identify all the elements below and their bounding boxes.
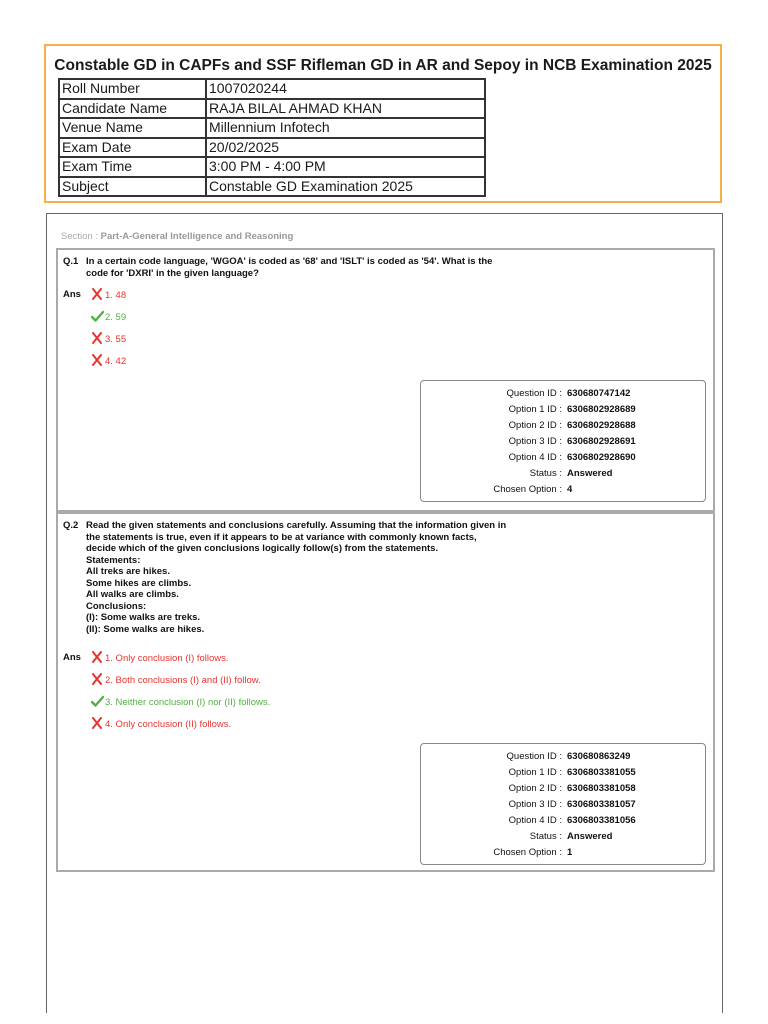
option-1 xyxy=(91,288,126,303)
section-heading xyxy=(61,231,293,242)
meta-label: Chosen Option : xyxy=(493,484,562,495)
meta-label: Status : xyxy=(529,831,562,842)
info-row-exam-time xyxy=(59,157,485,177)
info-value: Millennium Infotech xyxy=(206,118,485,138)
question-card-1 xyxy=(56,248,715,512)
meta-option-3-id xyxy=(421,798,705,812)
option-4 xyxy=(91,354,126,369)
option-text: 4. Only conclusion (II) follows. xyxy=(105,719,232,731)
exam-header-card xyxy=(44,44,722,203)
question-text-line: Conclusions: xyxy=(86,600,147,612)
meta-label: Option 1 ID : xyxy=(508,404,562,415)
question-text-line: Read the given statements and conclusions carefully. Assuming that the information given in xyxy=(86,520,507,531)
meta-label: Option 2 ID : xyxy=(508,420,562,431)
question-text-line: All walks are climbs. xyxy=(86,589,179,600)
meta-status xyxy=(421,830,705,844)
meta-value: Answered xyxy=(567,468,613,479)
option-4 xyxy=(91,717,231,732)
ans-label: Ans xyxy=(63,652,81,663)
cross-icon xyxy=(91,673,105,688)
meta-label: Option 2 ID : xyxy=(508,783,562,794)
meta-label: Option 1 ID : xyxy=(508,767,562,778)
info-value: 20/02/2025 xyxy=(206,138,485,158)
option-1 xyxy=(91,651,229,666)
meta-value: Answered xyxy=(567,831,613,842)
option-2 xyxy=(91,310,126,325)
meta-option-2-id xyxy=(421,782,705,796)
cross-icon xyxy=(91,651,105,666)
exam-title: Constable GD in CAPFs and SSF Rifleman GD in AR and Sepoy in NCB Examination 2025 xyxy=(54,57,712,74)
question-text-line: (II): Some walks are hikes. xyxy=(86,623,205,635)
option-text: 1. Only conclusion (I) follows. xyxy=(105,653,229,665)
option-3 xyxy=(91,332,126,347)
meta-value: 630680863249 xyxy=(567,751,631,762)
question-panel xyxy=(46,213,723,1013)
info-label: Exam Date xyxy=(59,138,206,158)
option-text: 2. 59 xyxy=(105,312,127,324)
meta-chosen-option xyxy=(421,846,705,860)
meta-option-1-id xyxy=(421,766,705,780)
meta-label: Option 4 ID : xyxy=(508,452,562,463)
question-text-line: decide which of the given conclusions logically follow(s) from the statements. xyxy=(86,543,439,554)
question-text xyxy=(86,256,516,279)
info-label: Subject xyxy=(59,177,206,197)
question-text-line: All treks are hikes. xyxy=(86,566,170,577)
meta-chosen-option xyxy=(421,483,705,497)
section-prefix: Section : xyxy=(61,231,101,242)
meta-label: Question ID : xyxy=(506,388,562,399)
info-value: RAJA BILAL AHMAD KHAN xyxy=(206,99,485,119)
info-row-exam-date xyxy=(59,138,485,158)
info-value: 3:00 PM - 4:00 PM xyxy=(206,157,485,177)
question-text-line: Statements: xyxy=(86,554,141,566)
meta-value: 1 xyxy=(567,847,573,858)
question-card-2 xyxy=(56,512,715,872)
section-name: Part-A-General Intelligence and Reasoning xyxy=(100,231,294,242)
meta-label: Status : xyxy=(529,468,562,479)
meta-label: Question ID : xyxy=(506,751,562,762)
meta-option-1-id xyxy=(421,403,705,417)
info-row-venue-name xyxy=(59,118,485,138)
meta-option-4-id xyxy=(421,451,705,465)
checkmark-icon xyxy=(91,695,105,710)
question-meta-box xyxy=(420,743,706,865)
info-row-candidate-name xyxy=(59,99,485,119)
meta-question-id xyxy=(421,750,705,764)
info-value: Constable GD Examination 2025 xyxy=(206,177,485,197)
question-meta-box xyxy=(420,380,706,502)
question-text-line: the statements is true, even if it appears to be at variance with commonly known facts, xyxy=(86,531,477,543)
cross-icon xyxy=(91,332,105,347)
meta-label: Chosen Option : xyxy=(493,847,562,858)
option-2 xyxy=(91,673,261,688)
meta-option-3-id xyxy=(421,435,705,449)
meta-value: 6306803381056 xyxy=(567,815,636,826)
ans-label: Ans xyxy=(63,289,81,300)
question-text-line: (I): Some walks are treks. xyxy=(86,612,201,623)
candidate-info-table xyxy=(58,78,486,197)
meta-label: Option 4 ID : xyxy=(508,815,562,826)
meta-value: 630680747142 xyxy=(567,388,631,399)
info-label: Exam Time xyxy=(59,157,206,177)
option-text: 4. 42 xyxy=(105,356,127,368)
meta-label: Option 3 ID : xyxy=(508,436,562,447)
meta-value: 4 xyxy=(567,484,573,495)
cross-icon xyxy=(91,354,105,369)
question-text-line: Some hikes are climbs. xyxy=(86,577,192,589)
meta-value: 6306802928690 xyxy=(567,452,636,463)
question-number: Q.1 xyxy=(63,256,79,267)
option-3 xyxy=(91,695,270,710)
meta-option-2-id xyxy=(421,419,705,433)
info-row-roll-number xyxy=(59,79,485,99)
meta-value: 6306803381057 xyxy=(567,799,636,810)
checkmark-icon xyxy=(91,310,105,325)
meta-value: 6306802928688 xyxy=(567,420,636,431)
option-text: 3. Neither conclusion (I) nor (II) follows. xyxy=(105,697,271,709)
meta-value: 6306802928691 xyxy=(567,436,636,447)
cross-icon xyxy=(91,717,105,732)
question-text xyxy=(86,520,516,635)
info-label: Venue Name xyxy=(59,118,206,138)
option-text: 1. 48 xyxy=(105,290,127,302)
question-text-line: In a certain code language, 'WGOA' is coded as '68' and 'ISLT' is coded as '54'. What is the xyxy=(86,256,493,267)
info-label: Candidate Name xyxy=(59,99,206,119)
meta-label: Option 3 ID : xyxy=(508,799,562,810)
info-label: Roll Number xyxy=(59,79,206,99)
option-text: 3. 55 xyxy=(105,334,127,346)
cross-icon xyxy=(91,288,105,303)
info-value: 1007020244 xyxy=(206,79,485,99)
question-text-line: code for 'DXRI' in the given language? xyxy=(86,267,259,279)
option-text: 2. Both conclusions (I) and (II) follow. xyxy=(105,675,261,687)
meta-value: 6306802928689 xyxy=(567,404,636,415)
meta-value: 6306803381058 xyxy=(567,783,636,794)
meta-option-4-id xyxy=(421,814,705,828)
meta-status xyxy=(421,467,705,481)
meta-question-id xyxy=(421,387,705,401)
question-number: Q.2 xyxy=(63,520,79,531)
info-row-subject xyxy=(59,177,485,197)
meta-value: 6306803381055 xyxy=(567,767,636,778)
